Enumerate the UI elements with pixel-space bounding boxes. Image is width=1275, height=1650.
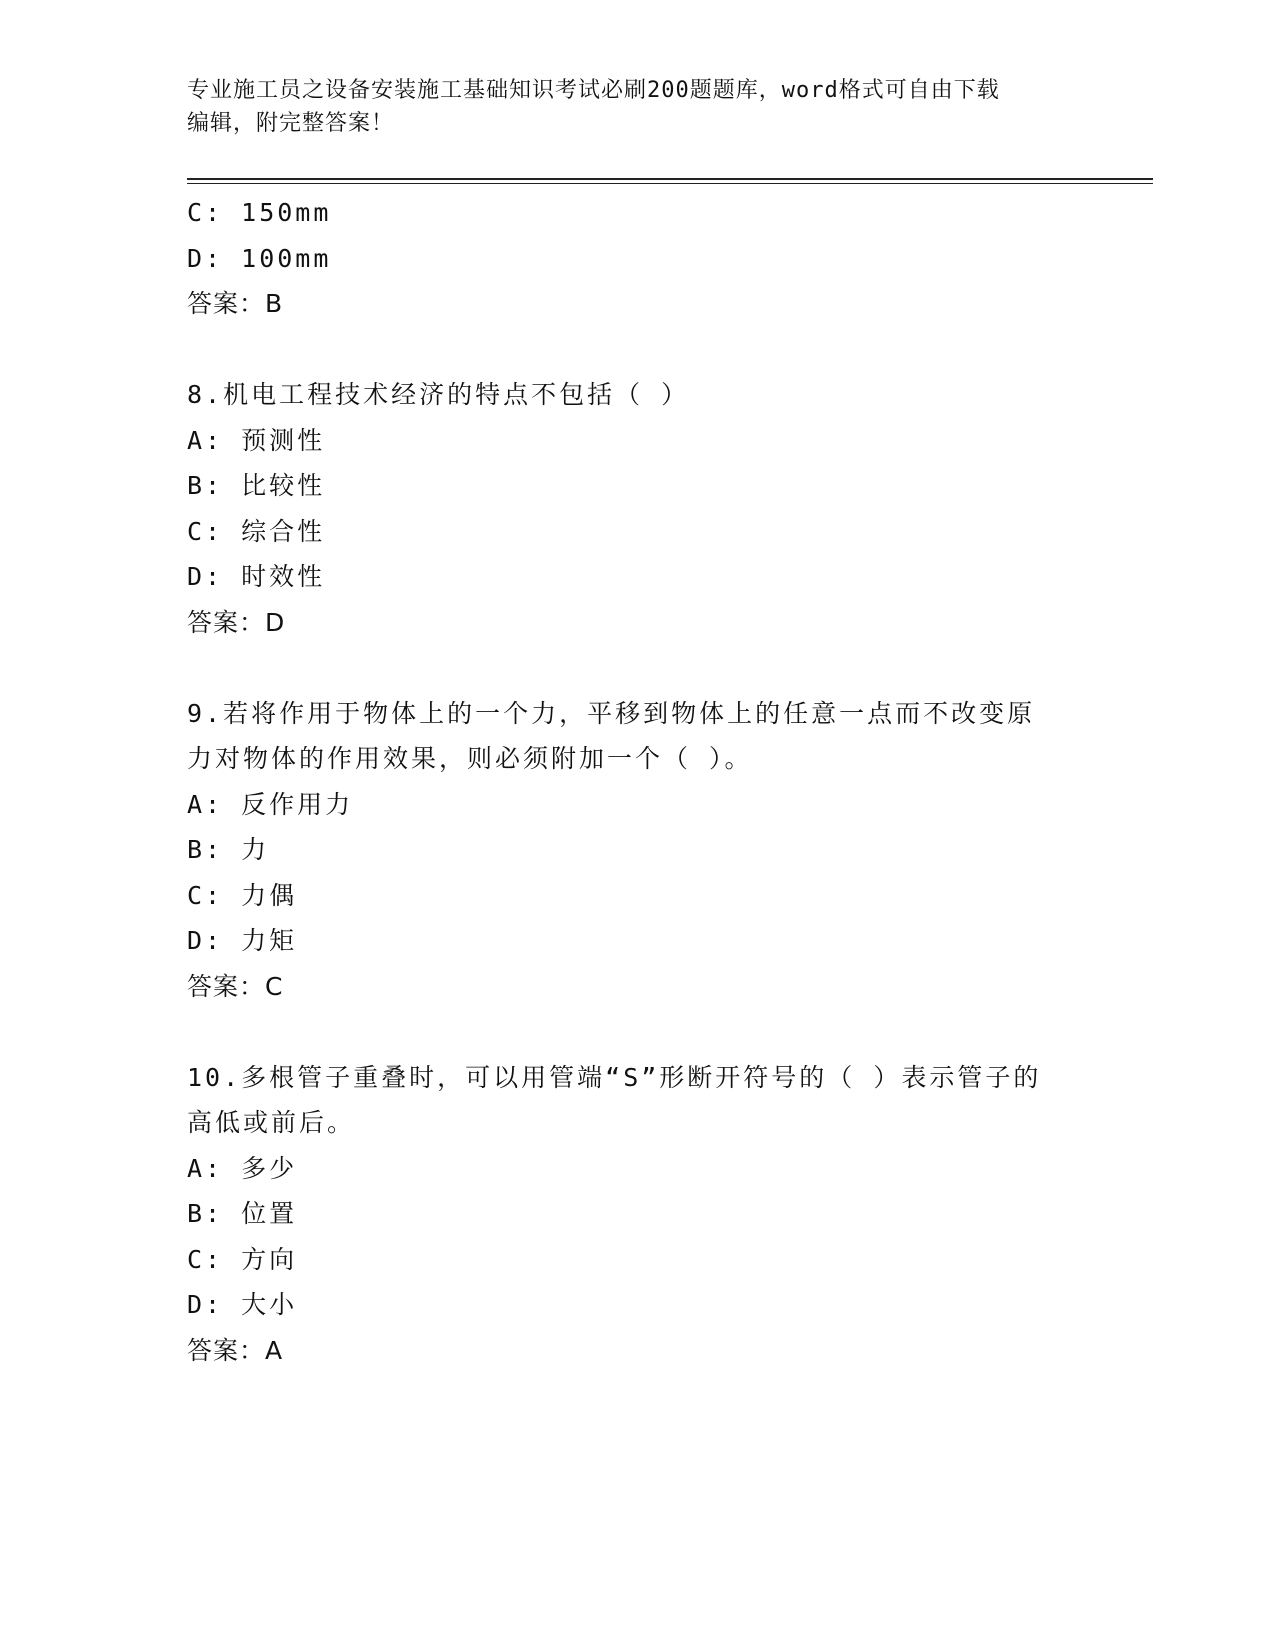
spacer [187, 327, 1087, 373]
option-b: B: 比较性 [187, 471, 326, 500]
question-9 [187, 691, 1087, 1010]
question-text: 9.若将作用于物体上的一个力，平移到物体上的任意一点而不改变原 [187, 698, 1036, 728]
option-a: A: 多少 [187, 1153, 298, 1183]
answer: 答案：A [187, 1335, 284, 1365]
option-a: A: 预测性 [187, 425, 326, 455]
question-text: 8.机电工程技术经济的特点不包括（ ） [187, 380, 690, 409]
document-header [187, 74, 1067, 140]
header-title-line-2: 编辑，附完整答案！ [187, 111, 395, 136]
question-text-continued: 高低或前后。 [187, 1108, 356, 1137]
spacer [187, 1009, 1087, 1055]
question-8 [187, 372, 1087, 645]
option-c: C: 综合性 [187, 516, 326, 546]
option-b: B: 位置 [187, 1199, 298, 1228]
question-text-continued: 力对物体的作用效果，则必须附加一个（ ）。 [187, 744, 753, 773]
question-text: 10.多根管子重叠时，可以用管端“S”形断开符号的（ ）表示管子的 [187, 1062, 1042, 1092]
header-rule-thick [187, 178, 1153, 180]
option-d: D: 大小 [187, 1290, 298, 1319]
question-10 [187, 1055, 1087, 1374]
answer: 答案：C [187, 971, 284, 1001]
option-b: B: 力 [187, 835, 270, 864]
option-a: A: 反作用力 [187, 789, 354, 819]
answer: 答案：D [187, 607, 286, 637]
header-title-line-1: 专业施工员之设备安装施工基础知识考试必刷200题题库，word格式可自由下载 [187, 78, 1000, 103]
header-rule-thin [187, 183, 1153, 184]
answer: 答案：B [187, 289, 284, 318]
option-d: D: 力矩 [187, 926, 298, 955]
spacer [187, 645, 1087, 691]
option-c: C: 方向 [187, 1244, 298, 1274]
previous-question-tail [187, 190, 1087, 327]
option-d: D: 100mm [187, 243, 332, 273]
option-d: D: 时效性 [187, 562, 326, 591]
question-list [187, 190, 1087, 1373]
option-c: C: 150mm [187, 198, 332, 227]
option-c: C: 力偶 [187, 880, 298, 910]
